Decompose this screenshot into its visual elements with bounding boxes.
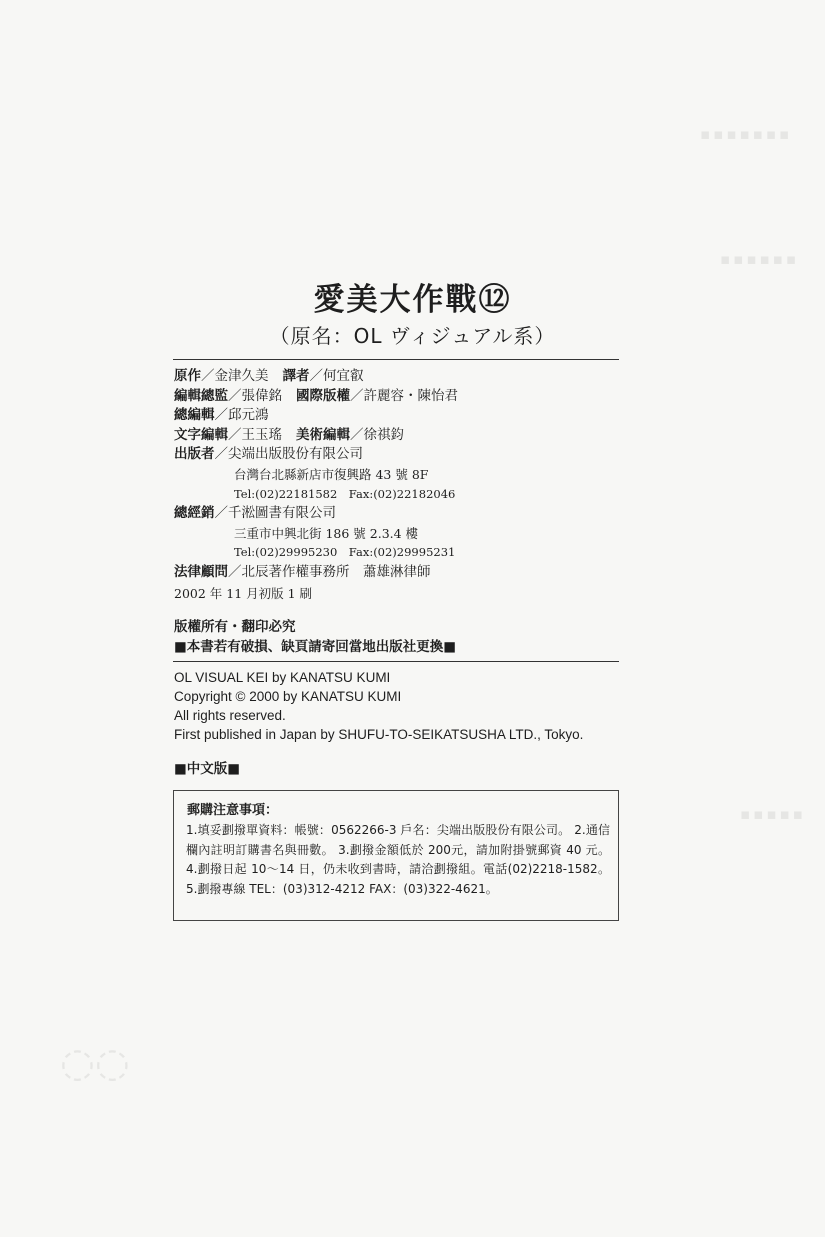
original-title: （原名：OL ヴィジュアル系） (269, 324, 556, 348)
publisher-value: ／尖端出版股份有限公司 (214, 446, 363, 463)
publisher-address: 台灣台北縣新店市復興路 43 號 8F (234, 466, 429, 482)
author-value: ／金津久美 (201, 368, 269, 384)
rights-value: ／許麗容・陳怡君 (350, 387, 458, 404)
publisher-contact: Tel:(02)22181582 Fax:(02)22182046 (234, 486, 456, 501)
rights-notice (174, 617, 456, 657)
credit-row-chief-editor (174, 387, 614, 407)
translator-value: ／何宜叡 (309, 368, 364, 384)
book-title: 愛美大作戰⑫ (313, 282, 512, 318)
rights-line-1: 版權所有・翻印必究 (174, 619, 296, 635)
credit-row-publisher (174, 445, 614, 465)
legal-label: 法律顧問 (174, 563, 228, 580)
editor-value: ／邱元鴻 (214, 407, 269, 424)
show-through-mark: ▪▪▪▪▪ (740, 805, 806, 823)
english-line-2: Copyright © 2000 by KANATSU KUMI (174, 689, 402, 704)
legal-value: ／北辰著作權事務所 蕭雄淋律師 (228, 563, 431, 580)
english-line-4: First published in Japan by SHUFU-TO-SEIKATSUSHA LTD., Tokyo. (174, 727, 584, 742)
author-label: 原作 (174, 368, 201, 384)
chief-editor-value: ／張偉銘 (228, 387, 282, 404)
translator-label: 譯者 (282, 368, 310, 384)
edition-date: 2002 年 11 月初版 1 刷 (174, 586, 313, 601)
art-editor-value: ／徐祺鈞 (350, 426, 404, 443)
distributor-value: ／千淞圖書有限公司 (214, 505, 336, 522)
credit-row-text-editor (174, 426, 614, 446)
distributor-address: 三重市中興北街 186 號 2.3.4 樓 (234, 525, 419, 541)
text-editor-label: 文字編輯 (174, 426, 228, 443)
chinese-edition-label: ■中文版■ (174, 761, 241, 777)
credits-block (174, 367, 614, 583)
chief-editor-label: 編輯總監 (174, 387, 228, 404)
mail-order-heading: 郵購注意事項： (187, 803, 279, 818)
mail-order-notice (173, 790, 619, 921)
english-line-1: OL VISUAL KEI by KANATSU KUMI (174, 670, 391, 685)
art-editor-label: 美術編輯 (296, 426, 350, 443)
credit-row-editor (174, 406, 614, 426)
mail-order-body: 1.填妥劃撥單資料：帳號：0562266-3 戶名：尖端出版股份有限公司。 2.通信欄內註明訂購書名與冊數。 3.劃撥金額低於 200元，請加附掛號郵資 40 元。 4.劃撥日起 10～14 日，仍未收到書時，請洽劃撥組。電話(02)2218-1582。 5.劃撥專線 TEL：(03)312-4212 FAX：(03)322-4621。 (186, 823, 610, 896)
divider-bottom (173, 661, 619, 662)
credit-row-author (174, 367, 614, 387)
distributor-label: 總經銷 (174, 505, 215, 522)
divider-top (173, 359, 619, 360)
english-copyright (174, 668, 583, 744)
editor-label: 總編輯 (174, 407, 215, 424)
rights-label: 國際版權 (296, 387, 350, 404)
credit-row-distributor (174, 504, 614, 524)
publisher-label: 出版者 (174, 446, 215, 463)
distributor-contact: Tel:(02)29995230 Fax:(02)29995231 (234, 545, 456, 560)
show-through-mark: ▪▪▪▪▪▪▪ (700, 125, 793, 143)
text-editor-value: ／王玉瑤 (228, 426, 282, 443)
credit-row-legal (174, 563, 614, 583)
show-through-mark: ▪▪▪▪▪▪ (720, 250, 799, 268)
rights-line-2: ■本書若有破損、缺頁請寄回當地出版社更換■ (174, 639, 457, 655)
english-line-3: All rights reserved. (174, 708, 286, 723)
show-through-mark: ◌◌ (60, 1040, 130, 1086)
